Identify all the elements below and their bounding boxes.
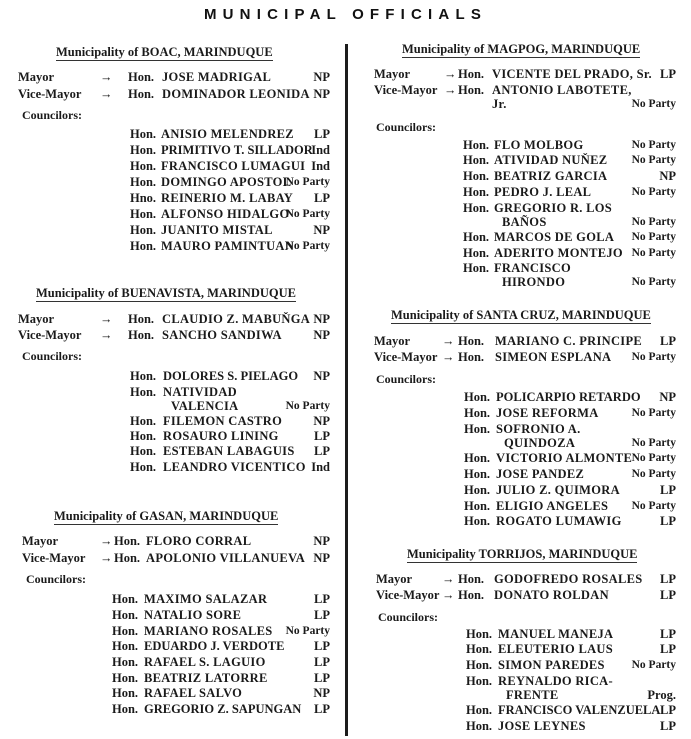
- party-affiliation: LP: [314, 429, 330, 443]
- arrow-icon: →: [444, 67, 457, 81]
- official-name: DOMINADOR LEONIDA: [162, 87, 310, 101]
- councilor-row: [376, 658, 676, 673]
- honorific: Hon.: [464, 483, 491, 497]
- party-affiliation: LP: [660, 514, 676, 528]
- party-affiliation: No Party: [631, 231, 676, 243]
- official-name: VICENTE DEL PRADO, Sr.: [492, 67, 652, 81]
- councilor-name: ROSAURO LINING: [163, 429, 279, 443]
- honorific: Hon.: [464, 406, 491, 420]
- councilor-name: ATIVIDAD NUŇEZ: [494, 153, 608, 167]
- councilor-name-continued: BAÑOS: [502, 215, 547, 229]
- honorific: Hon.: [458, 334, 485, 348]
- official-name: JOSE MADRIGAL: [162, 70, 272, 84]
- party-affiliation: LP: [314, 702, 330, 716]
- honorific: Hon.: [130, 127, 157, 141]
- councilor-name: REINERIO M. LABAY: [161, 191, 294, 205]
- councilor-name: JOSE LEYNES: [498, 719, 586, 733]
- official-name: SIMEON ESPLANA: [495, 350, 612, 364]
- party-affiliation: No Party: [631, 407, 676, 419]
- councilor-row: [22, 624, 330, 639]
- party-affiliation: LP: [660, 703, 676, 717]
- arrow-icon: →: [100, 534, 113, 548]
- councilor-name: DOLORES S. PIELAGO: [163, 369, 299, 383]
- honorific: Hon.: [112, 592, 139, 606]
- party-affiliation: No Party: [631, 468, 676, 480]
- arrow-icon: →: [442, 334, 455, 348]
- councilor-name: MARCOS DE GOLA: [494, 230, 615, 244]
- councilor-name-continued: HIRONDO: [502, 275, 566, 289]
- honorific: Hon.: [466, 627, 493, 641]
- councilor-name: ADERITO MONTEJO: [494, 246, 623, 260]
- councilor-row: [22, 686, 330, 701]
- official-name: GODOFREDO ROSALES: [494, 572, 643, 586]
- councilor-name: GREGORIO R. LOS: [494, 201, 613, 215]
- party-affiliation: Ind: [311, 159, 330, 173]
- councilor-name: FILEMON CASTRO: [163, 414, 283, 428]
- party-affiliation: Ind: [311, 460, 330, 474]
- party-affiliation: Prog.: [647, 688, 676, 702]
- honorific: Hon.: [114, 534, 141, 548]
- party-affiliation: NP: [313, 551, 330, 565]
- party-affiliation: NP: [313, 369, 330, 383]
- honorific: Hon.: [112, 686, 139, 700]
- councilor-name: BEATRIZ GARCIA: [494, 169, 608, 183]
- councilor-row: [22, 655, 330, 670]
- councilor-name: DOMINGO APOSTOL: [161, 175, 292, 189]
- column-divider: [345, 44, 348, 736]
- official-name-continued: Jr.: [492, 97, 507, 111]
- mayor-label: Mayor: [22, 534, 59, 548]
- councilors-label: Councilors:: [376, 120, 436, 134]
- councilor-name: ELIGIO ANGELES: [496, 499, 609, 513]
- councilor-name: EDUARDO J. VERDOTE: [144, 639, 285, 653]
- mayor-row: [376, 572, 676, 587]
- municipality-header: Municipality of SANTA CRUZ, MARINDUQUE: [391, 308, 651, 322]
- honorific: Hon.: [463, 153, 490, 167]
- party-affiliation: LP: [660, 334, 676, 348]
- councilor-row: [22, 702, 330, 717]
- councilor-name: VICTORIO ALMONTE: [496, 451, 633, 465]
- party-affiliation: LP: [314, 655, 330, 669]
- party-affiliation: LP: [660, 483, 676, 497]
- honorific: Hon.: [130, 385, 157, 399]
- party-affiliation: NP: [659, 390, 676, 404]
- official-name: APOLONIO VILLANUEVA: [146, 551, 306, 565]
- municipality-section: [22, 0, 330, 739]
- mayor-label: Mayor: [374, 67, 411, 81]
- honorific: Hon.: [466, 674, 493, 688]
- councilor-name-continued: QUINDOZA: [504, 436, 576, 450]
- party-affiliation: LP: [660, 588, 676, 602]
- honorific: Hon.: [130, 159, 157, 173]
- councilor-name: ALFONSO HIDALGO: [161, 207, 290, 221]
- municipality-section: [376, 0, 676, 739]
- honorific: Hon.: [458, 350, 485, 364]
- honorific: Hon.: [463, 230, 490, 244]
- councilor-name: LEANDRO VICENTICO: [163, 460, 306, 474]
- mayor-row: [22, 534, 330, 549]
- honorific: Hon.: [112, 608, 139, 622]
- councilor-name: NATIVIDAD: [163, 385, 238, 399]
- honorific: Hon.: [130, 143, 157, 157]
- official-name: DONATO ROLDAN: [494, 588, 609, 602]
- honorific: Hon.: [112, 639, 139, 653]
- councilor-name: JOSE REFORMA: [496, 406, 599, 420]
- party-affiliation: No Party: [631, 154, 676, 166]
- councilor-name: FLO MOLBOG: [494, 138, 584, 152]
- official-name: MARIANO C. PRINCIPE: [495, 334, 643, 348]
- vice_mayor-row: [376, 588, 676, 603]
- party-affiliation: LP: [660, 642, 676, 656]
- arrow-icon: →: [100, 70, 113, 84]
- councilors-label: Councilors:: [376, 372, 436, 386]
- councilors-label: Councilors:: [22, 349, 82, 363]
- honorific: Hon.: [458, 83, 485, 97]
- honorific: Hon.: [463, 185, 490, 199]
- party-affiliation: No Party: [631, 139, 676, 151]
- municipality-header: Municipality of BOAC, MARINDUQUE: [56, 45, 273, 59]
- councilor-name: JUANITO MISTAL: [161, 223, 273, 237]
- honorific: Hon.: [466, 703, 493, 717]
- councilor-row: [22, 608, 330, 623]
- honorific: Hon.: [464, 390, 491, 404]
- party-affiliation: LP: [660, 719, 676, 733]
- honorific: Hon.: [128, 70, 155, 84]
- councilor-name: SOFRONIO A.: [496, 422, 581, 436]
- party-affiliation: No Party: [631, 247, 676, 259]
- honorific: Hon.: [463, 138, 490, 152]
- councilor-row: [376, 674, 676, 704]
- honorific: Hon.: [112, 702, 139, 716]
- councilor-name: JULIO Z. QUIMORA: [496, 483, 620, 497]
- councilor-row: [376, 703, 676, 718]
- honorific: Hon.: [130, 207, 157, 221]
- honorific: Hon.: [130, 460, 157, 474]
- honorific: Hon.: [458, 67, 485, 81]
- honorific: Hon.: [458, 572, 485, 586]
- party-affiliation: NP: [313, 328, 330, 342]
- arrow-icon: →: [442, 588, 455, 602]
- party-affiliation: NP: [313, 223, 330, 237]
- honorific: Hon.: [463, 246, 490, 260]
- councilor-name: MANUEL MANEJA: [498, 627, 614, 641]
- honorific: Hon.: [463, 261, 490, 275]
- mayor-label: Mayor: [18, 312, 55, 326]
- party-affiliation: NP: [313, 87, 330, 101]
- party-affiliation: No Party: [631, 98, 676, 110]
- party-affiliation: LP: [660, 67, 676, 81]
- party-affiliation: No Party: [631, 437, 676, 449]
- municipality-header: Municipality of MAGPOG, MARINDUQUE: [402, 42, 641, 56]
- councilor-name: MAXIMO SALAZAR: [144, 592, 268, 606]
- councilor-name: ANISIO MELENDREZ: [161, 127, 294, 141]
- vice_mayor-label: Vice-Mayor: [374, 83, 438, 97]
- honorific: Hon.: [130, 175, 157, 189]
- councilor-name: PRIMITIVO T. SILLADOR: [161, 143, 313, 157]
- arrow-icon: →: [100, 312, 113, 326]
- honorific: Hon.: [130, 429, 157, 443]
- councilor-row: [22, 592, 330, 607]
- party-affiliation: No Party: [285, 625, 330, 637]
- party-affiliation: NP: [313, 686, 330, 700]
- party-affiliation: LP: [314, 592, 330, 606]
- councilor-row: [22, 671, 330, 686]
- party-affiliation: LP: [660, 572, 676, 586]
- party-affiliation: No Party: [285, 208, 330, 220]
- honorific: Hon.: [112, 624, 139, 638]
- councilor-name: RAFAEL S. LAGUIO: [144, 655, 266, 669]
- party-affiliation: No Party: [285, 176, 330, 188]
- vice_mayor-label: Vice-Mayor: [18, 328, 82, 342]
- councilor-name: FRANCISCO LUMAGUI: [161, 159, 306, 173]
- party-affiliation: No Party: [631, 351, 676, 363]
- municipality-header: Municipality of BUENAVISTA, MARINDUQUE: [36, 286, 296, 300]
- page-title: MUNICIPAL OFFICIALS: [203, 6, 488, 23]
- vice_mayor-label: Vice-Mayor: [18, 87, 82, 101]
- party-affiliation: No Party: [631, 276, 676, 288]
- councilor-row: [376, 642, 676, 657]
- party-affiliation: NP: [313, 414, 330, 428]
- honorific: Hon.: [464, 467, 491, 481]
- official-name: SANCHO SANDIWA: [162, 328, 282, 342]
- honorific: Hon.: [464, 514, 491, 528]
- honorific: Hon.: [130, 414, 157, 428]
- honorific: Hon.: [130, 444, 157, 458]
- party-affiliation: LP: [314, 639, 330, 653]
- honorific: Hon.: [114, 551, 141, 565]
- official-name: ANTONIO LABOTETE,: [492, 83, 632, 97]
- party-affiliation: NP: [313, 70, 330, 84]
- honorific: Hno.: [130, 191, 157, 205]
- party-affiliation: No Party: [631, 216, 676, 228]
- councilor-name: FRANCISCO: [494, 261, 572, 275]
- mayor-label: Mayor: [374, 334, 411, 348]
- arrow-icon: →: [100, 87, 113, 101]
- official-name: CLAUDIO Z. MABUŇGA: [162, 312, 311, 326]
- councilor-name: POLICARPIO RETARDO: [496, 390, 641, 404]
- party-affiliation: NP: [313, 312, 330, 326]
- party-affiliation: LP: [314, 444, 330, 458]
- party-affiliation: LP: [314, 127, 330, 141]
- councilor-name: ESTEBAN LABAGUIS: [163, 444, 295, 458]
- honorific: Hon.: [130, 369, 157, 383]
- party-affiliation: No Party: [631, 500, 676, 512]
- honorific: Hon.: [128, 312, 155, 326]
- party-affiliation: Ind: [311, 143, 330, 157]
- mayor-label: Mayor: [376, 572, 413, 586]
- vice_mayor-label: Vice-Mayor: [376, 588, 440, 602]
- honorific: Hon.: [464, 499, 491, 513]
- councilor-name: ROGATO LUMAWIG: [496, 514, 622, 528]
- councilor-name: MARIANO ROSALES: [144, 624, 273, 638]
- party-affiliation: LP: [314, 191, 330, 205]
- honorific: Hon.: [466, 642, 493, 656]
- councilor-name: REYNALDO RICA-: [498, 674, 613, 688]
- councilors-label: Councilors:: [22, 108, 82, 122]
- party-affiliation: No Party: [631, 452, 676, 464]
- arrow-icon: →: [442, 572, 455, 586]
- arrow-icon: →: [100, 551, 113, 565]
- councilor-name: JOSE PANDEZ: [496, 467, 585, 481]
- councilor-name: PEDRO J. LEAL: [494, 185, 592, 199]
- party-affiliation: No Party: [631, 186, 676, 198]
- party-affiliation: LP: [660, 627, 676, 641]
- councilor-row: [22, 639, 330, 654]
- honorific: Hon.: [112, 671, 139, 685]
- councilor-name-continued: FRENTE: [506, 688, 559, 702]
- mayor-label: Mayor: [18, 70, 55, 84]
- arrow-icon: →: [442, 350, 455, 364]
- honorific: Hon.: [464, 422, 491, 436]
- vice_mayor-label: Vice-Mayor: [22, 551, 86, 565]
- vice_mayor-row: [22, 551, 330, 566]
- councilor-name: BEATRIZ LATORRE: [144, 671, 268, 685]
- honorific: Hon.: [466, 719, 493, 733]
- honorific: Hon.: [466, 658, 493, 672]
- honorific: Hon.: [464, 451, 491, 465]
- councilor-name: ELEUTERIO LAUS: [498, 642, 613, 656]
- party-affiliation: No Party: [285, 240, 330, 252]
- honorific: Hon.: [463, 169, 490, 183]
- municipality-header: Municipality of GASAN, MARINDUQUE: [54, 509, 279, 523]
- councilors-label: Councilors:: [26, 572, 86, 586]
- party-affiliation: No Party: [631, 659, 676, 671]
- party-affiliation: NP: [659, 169, 676, 183]
- councilor-name: RAFAEL SALVO: [144, 686, 243, 700]
- councilor-row: [376, 719, 676, 734]
- honorific: Hon.: [112, 655, 139, 669]
- vice_mayor-label: Vice-Mayor: [374, 350, 438, 364]
- party-affiliation: LP: [314, 671, 330, 685]
- councilor-name: MAURO PAMINTUAN: [161, 239, 295, 253]
- municipality-header: Municipality TORRIJOS, MARINDUQUE: [407, 547, 638, 561]
- honorific: Hon.: [130, 223, 157, 237]
- councilors-label: Councilors:: [378, 610, 438, 624]
- councilor-row: [376, 627, 676, 642]
- honorific: Hon.: [128, 87, 155, 101]
- councilor-name: NATALIO SORE: [144, 608, 242, 622]
- arrow-icon: →: [100, 328, 113, 342]
- councilor-name: SIMON PAREDES: [498, 658, 605, 672]
- councilor-name: FRANCISCO VALENZUELA: [498, 703, 661, 717]
- honorific: Hon.: [130, 239, 157, 253]
- honorific: Hon.: [458, 588, 485, 602]
- official-name: FLORO CORRAL: [146, 534, 252, 548]
- honorific: Hon.: [128, 328, 155, 342]
- councilor-name-continued: VALENCIA: [171, 399, 239, 413]
- party-affiliation: No Party: [285, 400, 330, 412]
- arrow-icon: →: [444, 83, 457, 97]
- party-affiliation: NP: [313, 534, 330, 548]
- party-affiliation: LP: [314, 608, 330, 622]
- councilor-name: GREGORIO Z. SAPUNGAN: [144, 702, 302, 716]
- honorific: Hon.: [463, 201, 490, 215]
